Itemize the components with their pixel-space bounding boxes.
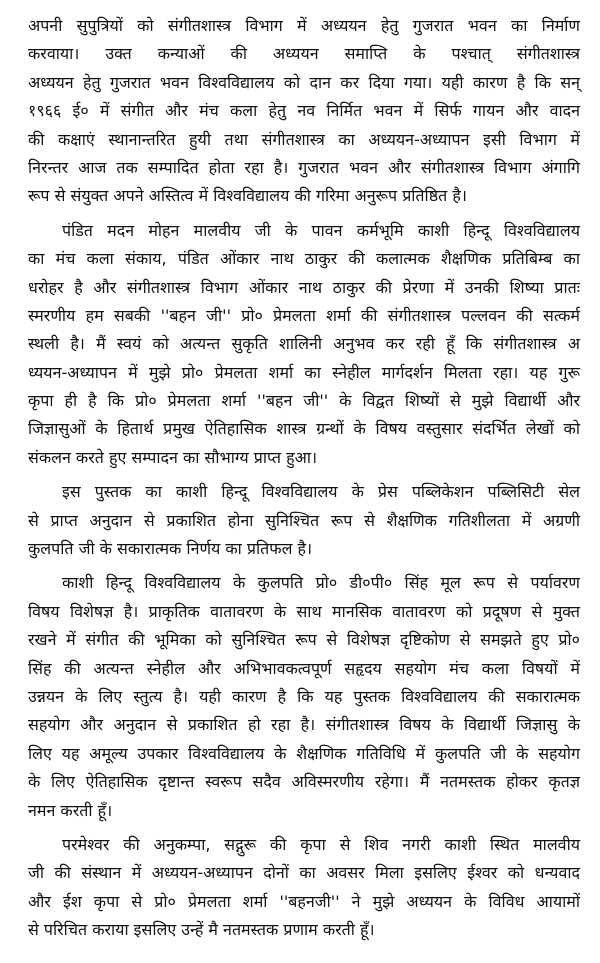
text-line: के लिए ऐतिहासिक दृष्टान्त स्वरूप सदैव अविस्मरणीय रहेगा। मैं नतमस्तक होकर कृतज्ञ [28,772,580,792]
text-line: रखने में संगीत की भूमिका को सुनिश्चित रूप से विशेषज्ञ दृष्टिकोण से समझते हुए प्रो० [28,630,580,650]
text-line: पंडित मदन मोहन मालवीय जी के पावन कर्मभूमि काशी हिन्दू विश्वविद्यालय [62,220,580,240]
text-line: जी की संस्थान में अध्ययन-अध्यापन दोनों का अवसर मिला इसलिए ईश्वर को धन्यवाद [28,863,580,883]
text-line: कुलपति जी के सकारात्मक निर्णय का प्रतिफल है। [28,539,313,559]
text-line: से परिचित कराया इसलिए उन्हें मै नतमस्तक प्रणाम करती हूँ। [28,920,375,940]
text-line: निरन्तर आज तक सम्पादित होता रहा है। गुजरात भवन और संगीतशास्त्र विभाग अंगागि [28,157,580,177]
text-line: अध्ययन हेतु गुजरात भवन विश्वविद्यालय को दान कर दिया गया। यही कारण है कि सन् [28,72,580,92]
paragraph-vice-chancellor [28,569,580,825]
paragraph-gujarat-bhavan [28,12,580,211]
text-line: इस पुस्तक का काशी हिन्दू विश्वविद्यालय के प्रेस पब्लिकेशन पब्लिसिटी सेल [62,482,580,502]
document-page [28,12,580,951]
text-line: करवाया। उक्त कन्याओं की अध्ययन समाप्ति के पश्चात् संगीतशास्त्र [28,44,580,64]
text-line: की कक्षाएं स्थानान्तरित हुयी तथा संगीतशास्त्र का अध्ययन-अध्यापन इसी विभाग में [28,129,580,149]
text-line: धरोहर है और संगीतशास्त्र विभाग ओंकार नाथ ठाकुर की प्रेरणा में उनकी शिष्या प्रातः [28,277,580,297]
text-line: का मंच कला संकाय, पंडित ओंकार नाथ ठाकुर की कलात्मक शैक्षणिक प्रतिबिम्ब का [28,249,580,269]
text-line: १९६६ ई० में संगीत और मंच कला हेतु नव निर्मित भवन में सिर्फ गायन और वादन [28,101,580,121]
text-line: सिंह की अत्यन्त स्नेहील और अभिभावकत्वपूर्ण सहृदय सहयोग मंच कला विषयों में [28,658,580,678]
text-line: से प्राप्त अनुदान से प्रकाशित होना सुनिश्चित रूप से शैक्षणिक गतिशीलता में अग्रणी [28,510,580,530]
text-line: स्थली है। मैं स्वयं को अत्यन्त सुकृति शालिनी अनुभव कर रही हूँ कि संगीतशास्त्र अ [28,334,580,354]
text-line: परमेश्वर की अनुकम्पा, सद्गुरू की कृपा से शिव नगरी काशी स्थित मालवीय [62,834,580,854]
text-line: काशी हिन्दू विश्वविद्यालय के कुलपति प्रो० डी०पी० सिंह मूल रूप से पर्यावरण [62,573,580,593]
text-line: रूप से संयुक्त अपने अस्तित्व में विश्वविद्यालय की गरिमा अनुरूप प्रतिष्ठित है। [28,186,467,206]
paragraph-malviya [28,217,580,473]
text-line: स्मरणीय हम सबकी ''बहन जी'' प्रो० प्रेमलता शर्मा की संगीतशास्त्र पल्लवन की सत्कर्म [28,305,580,325]
text-line: ध्ययन-अध्यापन में मुझे प्रो० प्रेमलता शर्मा का स्नेहील मार्गदर्शन मिलता रहा। यह गुरू [28,362,580,382]
paragraph-press-grant [28,478,580,563]
text-line: नमन करती हूँ। [28,800,113,820]
text-line: लिए यह अमूल्य उपकार विश्वविद्यालय के शैक्षणिक गतिविधि में कुलपति जी के सहयोग [28,743,580,763]
text-line: और ईश कृपा से प्रो० प्रेमलता शर्मा ''बहनजी'' ने मुझे अध्ययन के विविध आयामों [28,891,580,911]
text-line: उन्नयन के लिए स्तुत्य है। यही कारण है कि यह पुस्तक विश्वविद्यालय की सकारात्मक [28,686,580,706]
text-line: कृपा ही है कि प्रो० प्रेमलता शर्मा ''बहन जी'' के विद्वत शिष्यों से मुझे विद्यार्थी और [28,391,580,411]
text-line: अपनी सुपुत्रियों को संगीतशास्त्र विभाग में अध्ययन हेतु गुजरात भवन का निर्माण [28,16,580,35]
paragraph-gratitude [28,831,580,945]
text-line: विषय विशेषज्ञ है। प्राकृतिक वातावरण के साथ मानसिक वातावरण को प्रदूषण से मुक्त [28,601,580,621]
text-line: जिज्ञासुओं के हितार्थ प्रमुख ऐतिहासिक शास्त्र ग्रन्थों के विषय वस्तुसार संदर्भित लेखों को [28,419,580,439]
text-line: संकलन करते हुए सम्पादन का सौभाग्य प्राप्त हुआ। [28,447,318,467]
text-line: सहयोग और अनुदान से प्रकाशित हो रहा है। संगीतशास्त्र विषय के विद्यार्थी जिज्ञासु के [28,715,580,735]
